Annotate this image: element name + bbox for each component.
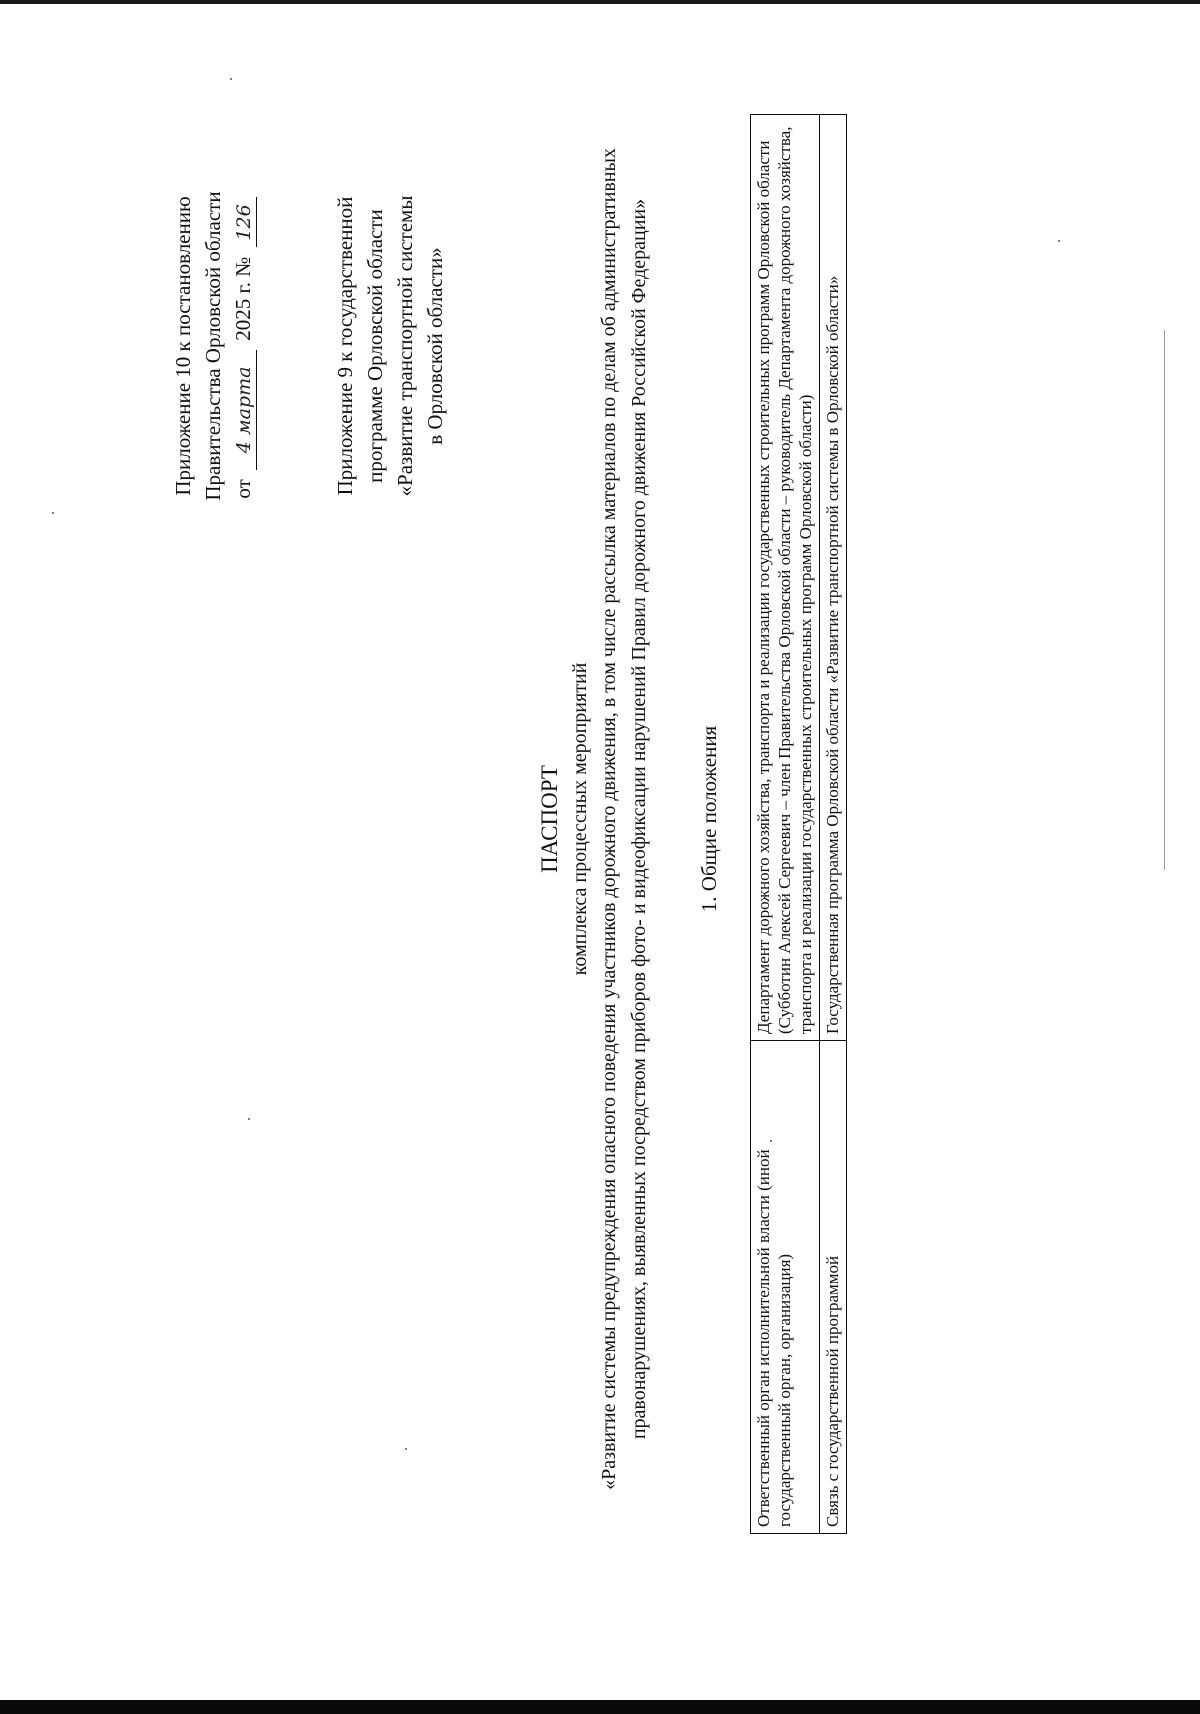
approval-line-2: Правительства Орловской области (201, 191, 225, 501)
passport-title-block (535, 94, 654, 1544)
approval-date-line (228, 126, 258, 566)
approval-from-prefix: от (231, 479, 255, 499)
appendix-9-line-4: в Орловской области» (423, 247, 447, 445)
approval-stamp-block (168, 126, 258, 566)
table-cell-value: Государственная программа Орловской области «Развитие транспортной системы в Орловской области» (820, 115, 847, 1041)
table-row (820, 115, 847, 1534)
section-title: 1. Общие положения (697, 725, 721, 913)
appendix-9-line-3: «Развитие транспортной системы (393, 195, 417, 497)
handwritten-date: 4 марта (232, 350, 257, 470)
approval-year-text: 2025 г. № (231, 256, 255, 341)
table-cell-label: Связь с государственной программой (820, 1041, 847, 1534)
general-provisions-table (750, 114, 847, 1534)
passport-title: ПАСПОРТ (537, 765, 562, 873)
table-cell-value: Департамент дорожного хозяйства, транспорта и реализации государственных строительных программ Орловской области (Субботин Алексей Сергеевич – член Правительства Орловской области – руководитель Департамента дорожного хозяйства, транспорта и реализации государственных строительных программ Орловской области) (751, 115, 820, 1041)
passport-subtitle: комплекса процессных мероприятий (569, 662, 591, 976)
appendix-9-block (330, 126, 450, 566)
handwritten-number: 126 (232, 197, 257, 247)
appendix-9-line-2: программе Орловской области (363, 209, 387, 483)
table-cell-label: Ответственный орган исполнительной власти (иной государственный орган, организация) (751, 1041, 820, 1534)
complex-name: «Развитие системы предупреждения опасного поведения участников дорожного движения, в том числе рассылка материалов по делам об административных правонарушениях, выявленных посредством приборов фото- и видеофиксации нарушений Правил дорожного движения Российской Федерации» (598, 148, 650, 1490)
approval-line-1: Приложение 10 к постановлению (171, 196, 195, 496)
appendix-9-line-1: Приложение 9 к государственной (333, 196, 357, 496)
table-row (751, 115, 820, 1534)
